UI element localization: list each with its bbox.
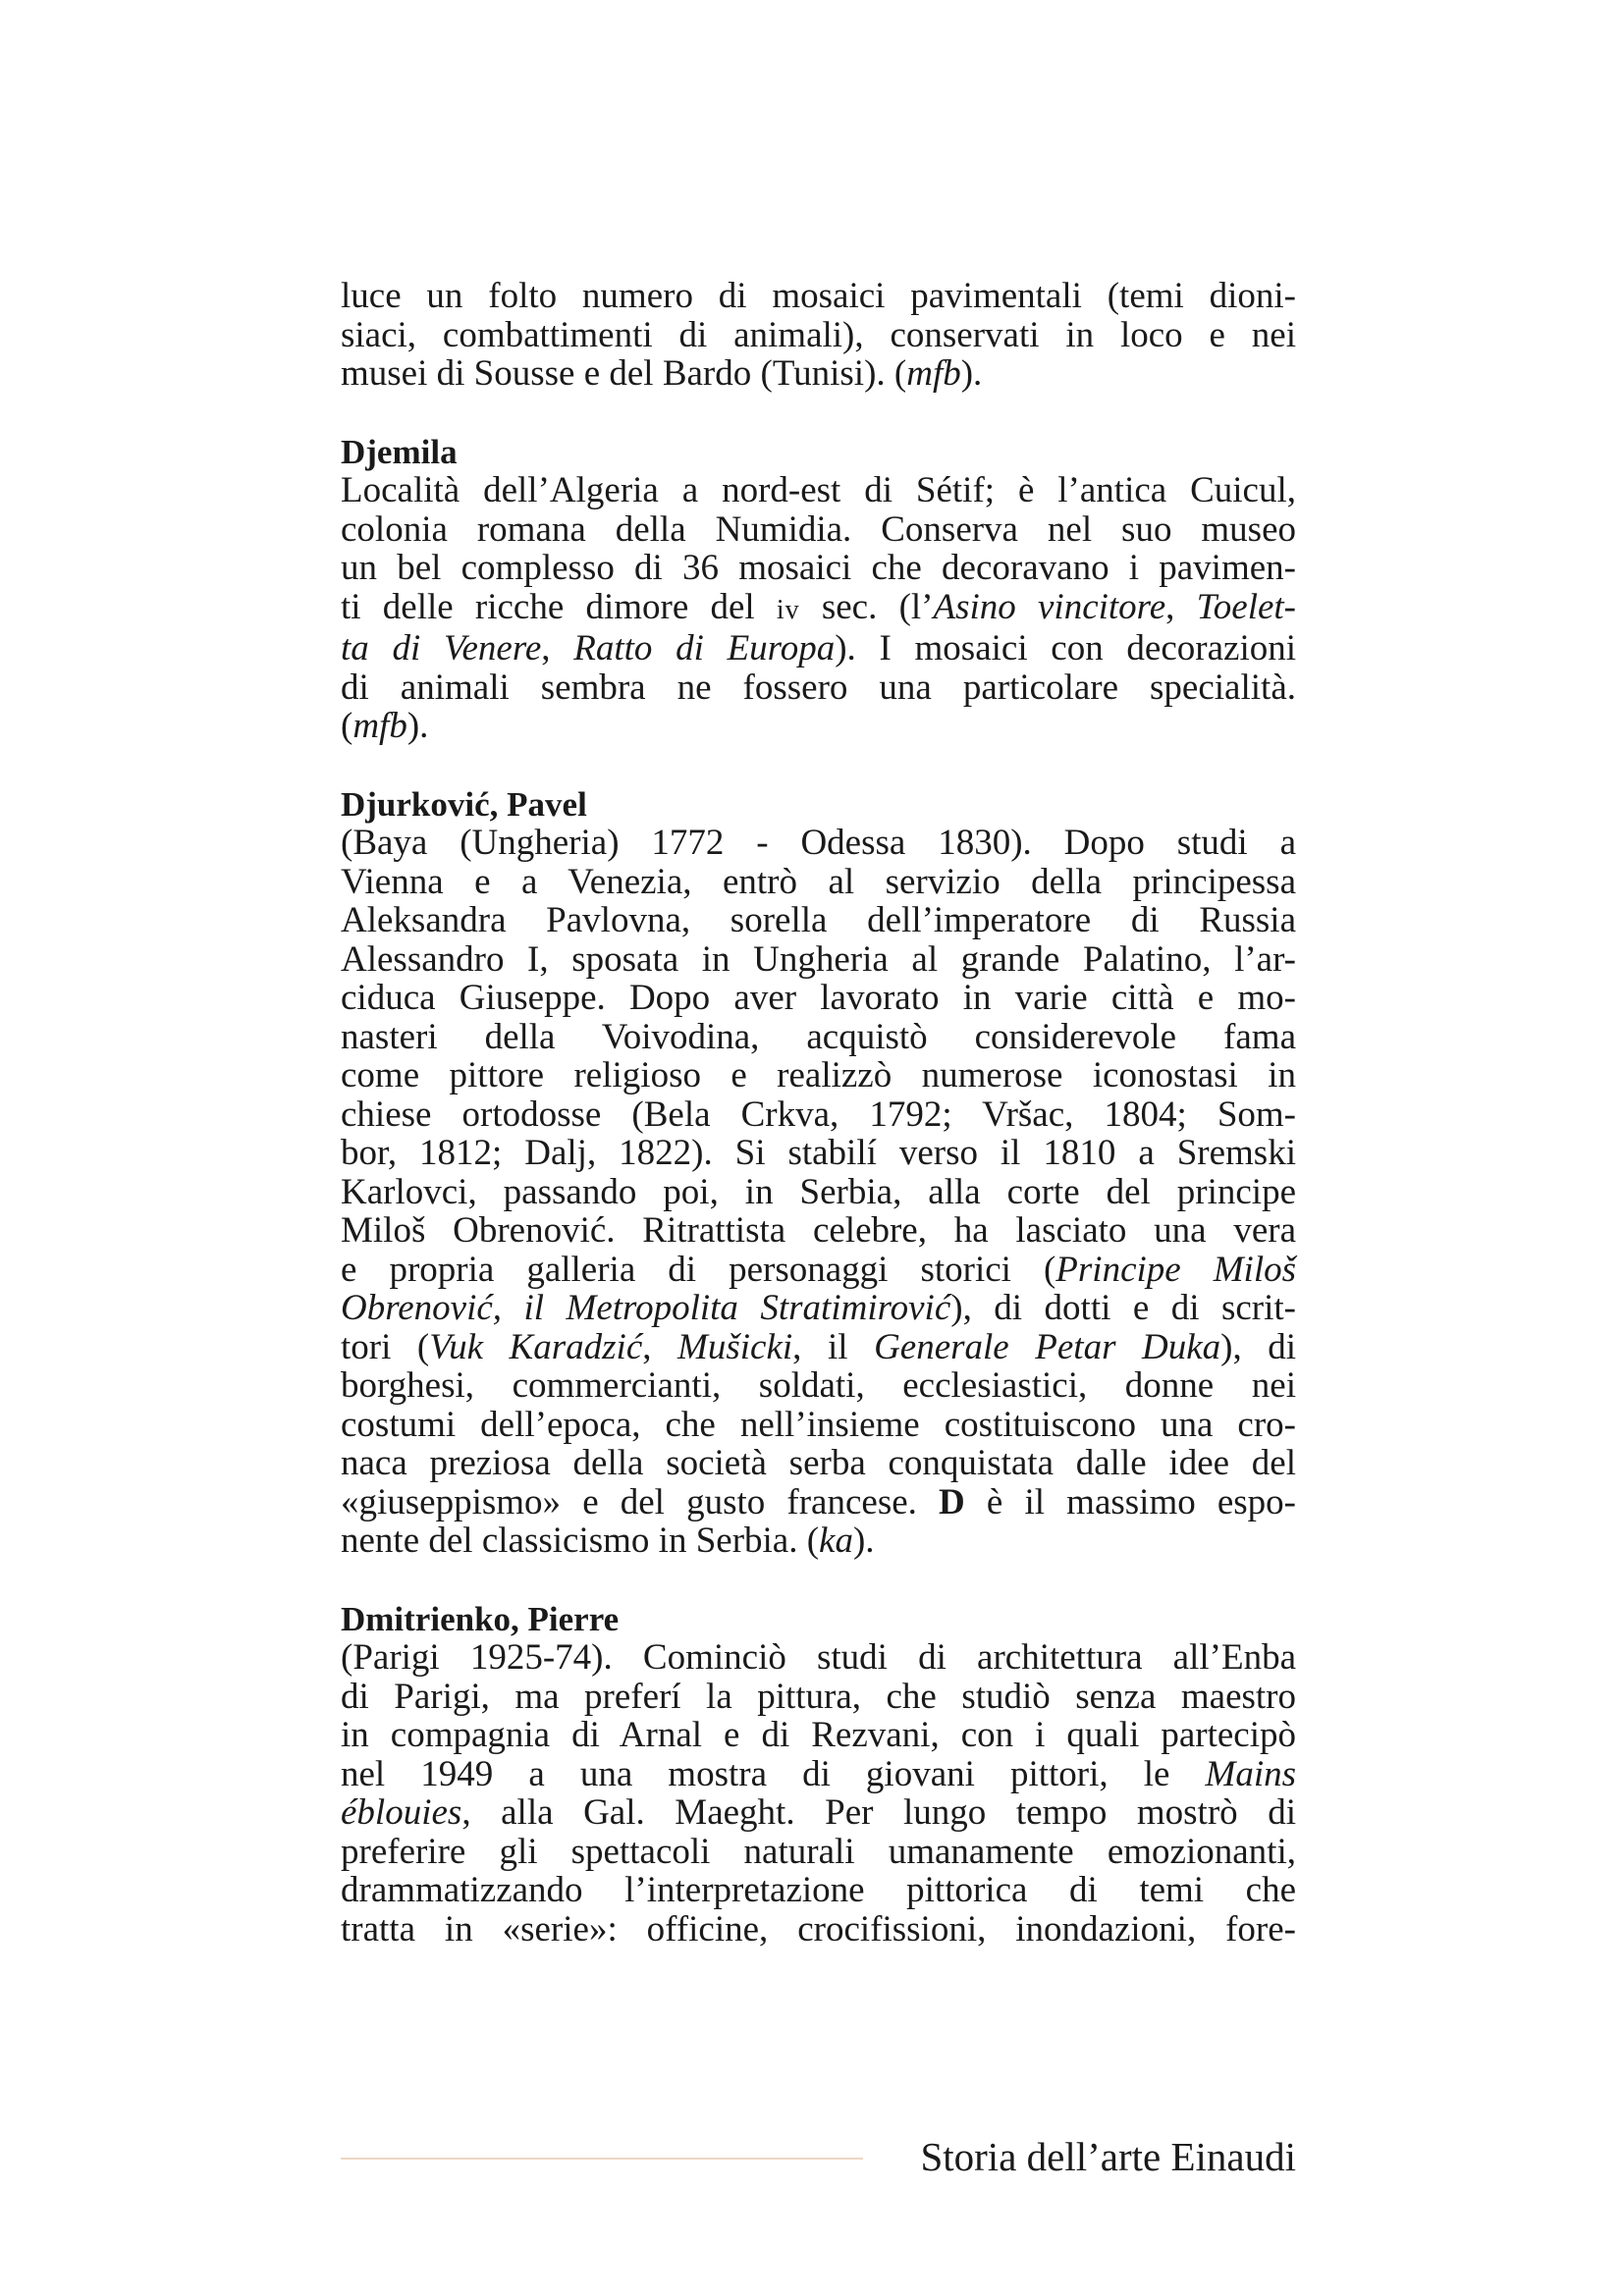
entry-body (341, 824, 1296, 1561)
text-line: (Baya (Ungheria) 1772 - Odessa 1830). Dopo studi a (341, 823, 1296, 863)
text-line: Aleksandra Pavlovna, sorella dell’imperatore di Russia (341, 900, 1296, 940)
text-line: (Parigi 1925-74). Cominciò studi di architettura all’Enba (341, 1637, 1296, 1678)
text-line: come pittore religioso e realizzò numerose iconostasi in (341, 1055, 1296, 1095)
text-line: di animali sembra ne fossero una particolare specialità. (341, 667, 1296, 708)
text-line: luce un folto numero di mosaici pavimentali (temi dioni- (341, 276, 1296, 316)
text-line: naca preziosa della società serba conquistata dalle idee del (341, 1443, 1296, 1483)
text-line: colonia romana della Numidia. Conserva nel suo museo (341, 508, 1296, 550)
text-line: nente del classicismo in Serbia. (ka). (341, 1521, 875, 1561)
text-line: ciduca Giuseppe. Dopo aver lavorato in varie città e mo- (341, 978, 1296, 1018)
text-line: nasteri della Voivodina, acquistò considerevole fama (341, 1016, 1296, 1057)
text-line: Località dell’Algeria a nord-est di Sétif; è l’antica Cuicul, (341, 470, 1296, 510)
footer-divider (341, 2158, 863, 2160)
text-line: «giuseppismo» e del gusto francese. D è il massimo espo- (341, 1481, 1296, 1522)
text-line: bor, 1812; Dalj, 1822). Si stabilí verso il 1810 a Sremski (341, 1133, 1296, 1173)
text-line: chiese ortodosse (Bela Crkva, 1792; Vršac, 1804; Som- (341, 1094, 1296, 1135)
entry-djurkovic (341, 785, 1296, 1561)
text-line: Karlovci, passando poi, in Serbia, alla corte del principe (341, 1171, 1296, 1212)
text-line: ta di Venere, Ratto di Europa). I mosaici con decorazioni (341, 628, 1297, 668)
text-line: nel 1949 a una mostra di giovani pittori, le Mains (341, 1753, 1296, 1794)
text-line: Miloš Obrenović. Ritrattista celebre, ha lasciato una vera (341, 1210, 1296, 1251)
entry-dmitrienko (341, 1600, 1296, 1949)
text-line: éblouies, alla Gal. Maeght. Per lungo tempo mostrò di (341, 1792, 1296, 1833)
text-line: un bel complesso di 36 mosaici che decoravano i pavimen- (341, 548, 1296, 588)
text-line: siaci, combattimenti di animali), conservati in loco e nei (341, 314, 1296, 355)
intro-paragraph (341, 277, 1296, 394)
entry-title: Dmitrienko, Pierre (341, 1599, 620, 1638)
text-line: ti delle ricche dimore del iv sec. (l’Asino vincitore, Toelet- (341, 586, 1297, 627)
text-line: Alessandro I, sposata in Ungheria al grande Palatino, l’ar- (341, 938, 1296, 980)
text-line: preferire gli spettacoli naturali umanamente emozionanti, (341, 1831, 1296, 1872)
text-line: musei di Sousse e del Bardo (Tunisi). (mfb). (341, 353, 983, 394)
entry-body (341, 471, 1296, 746)
page-footer (341, 2132, 1296, 2181)
text-line: tratta in «serie»: officine, crocifissioni, inondazioni, fore- (341, 1908, 1296, 1949)
text-line: e propria galleria di personaggi storici (Principe Miloš (341, 1249, 1297, 1290)
page-body (341, 277, 1296, 1988)
footer-title: Storia dell’arte Einaudi (920, 2134, 1296, 2179)
text-line: di Parigi, ma preferí la pittura, che studiò senza maestro (341, 1676, 1296, 1717)
text-line: Obrenović, il Metropolita Stratimirović), di dotti e di scrit- (341, 1288, 1296, 1328)
text-line: Vienna e a Venezia, entrò al servizio della principessa (341, 861, 1296, 902)
entry-body (341, 1638, 1296, 1949)
entry-title: Djurković, Pavel (341, 784, 587, 824)
text-line: drammatizzando l’interpretazione pittorica di temi che (341, 1870, 1296, 1910)
text-line: tori (Vuk Karadzić, Mušicki, il Generale Petar Duka), di (341, 1326, 1297, 1367)
text-line: (mfb). (341, 706, 429, 746)
entry-title: Djemila (341, 432, 458, 471)
entry-djemila (341, 433, 1296, 746)
text-line: in compagnia di Arnal e di Rezvani, con i quali partecipò (341, 1715, 1296, 1755)
text-line: costumi dell’epoca, che nell’insieme costituiscono una cro- (341, 1404, 1296, 1445)
text-line: borghesi, commercianti, soldati, ecclesiastici, donne nei (341, 1365, 1296, 1406)
